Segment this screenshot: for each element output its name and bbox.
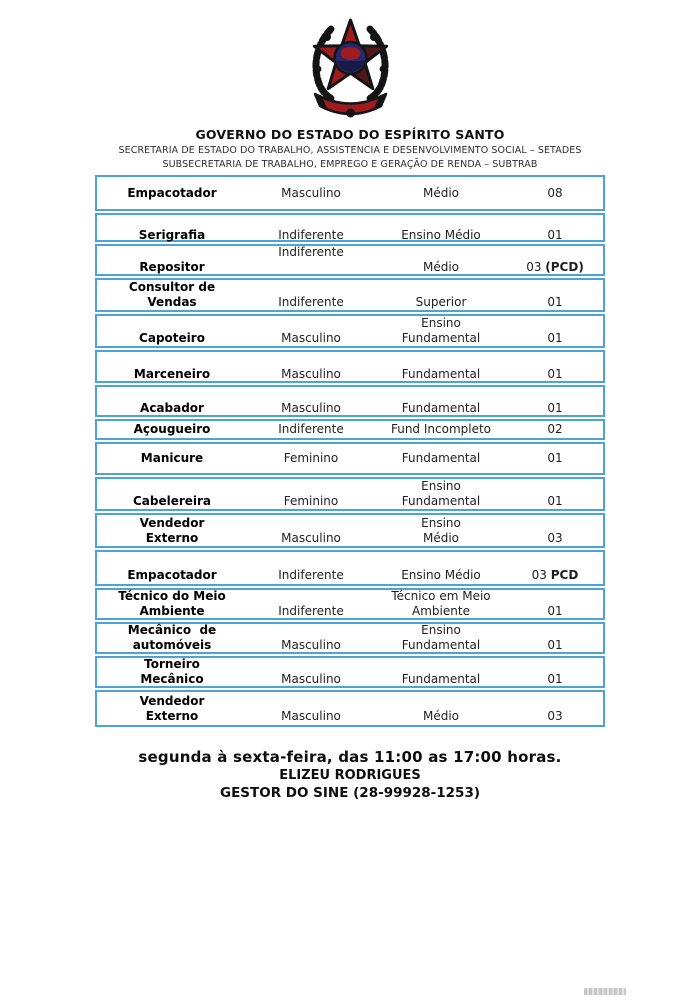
- cell-line: Açougueiro: [133, 422, 211, 436]
- education-cell: [375, 387, 507, 415]
- table-row: [95, 213, 605, 242]
- cell-line: 03: [547, 530, 563, 545]
- cell-line: 01: [547, 604, 563, 618]
- cell-line: Médio: [422, 185, 460, 200]
- job-cell: [97, 316, 247, 346]
- subsecretaria-subtitle: SUBSECRETARIA DE TRABALHO, EMPREGO E GERAÇÃO DE RENDA – SUBTRAB: [162, 159, 538, 170]
- cell-line: 01: [547, 401, 563, 415]
- quantity-cell: [507, 246, 603, 274]
- education-cell: [375, 215, 507, 240]
- cell-line: Torneiro: [144, 657, 200, 671]
- cell-line: Ensino: [421, 479, 461, 493]
- cell-line: Masculino: [281, 331, 341, 345]
- job-cell: [97, 658, 247, 686]
- document-header: [0, 0, 700, 170]
- education-cell: [375, 421, 507, 438]
- quantity-cell: [507, 515, 603, 546]
- gender-cell: [247, 352, 375, 381]
- cell-line: [247, 260, 375, 275]
- table-row: [95, 622, 605, 654]
- cell-line: Médio: [422, 260, 460, 274]
- table-row: [95, 244, 605, 276]
- cell-line: [247, 316, 375, 331]
- coat-of-arms-icon: [303, 13, 398, 119]
- cell-line: Indiferente: [278, 227, 344, 242]
- cell-line: [375, 352, 507, 367]
- cell-line: Feminino: [283, 494, 339, 508]
- quantity-cell: [507, 624, 603, 652]
- quantity-cell: [507, 387, 603, 415]
- cell-line: [375, 280, 507, 295]
- job-cell: [97, 280, 247, 310]
- gender-cell: [247, 624, 375, 652]
- quantity-cell: [507, 421, 603, 438]
- cell-line: [375, 694, 507, 709]
- cell-line: [375, 386, 507, 401]
- cell-line: [375, 245, 507, 260]
- cell-line: Repositor: [139, 260, 205, 274]
- cell-line: Médio: [422, 530, 460, 545]
- cell-line: Fundamental: [401, 672, 481, 686]
- document-footer: [95, 748, 605, 801]
- cell-line: 01: [547, 227, 563, 242]
- cell-line: [247, 280, 375, 295]
- cell-line: Ensino: [421, 515, 461, 530]
- cell-line: [375, 553, 507, 568]
- education-cell: [375, 658, 507, 686]
- cell-line: Consultor de: [128, 280, 216, 294]
- cell-line: 03: [547, 708, 563, 723]
- education-cell: [375, 316, 507, 346]
- education-cell: [375, 590, 507, 618]
- logo-container: [0, 13, 700, 120]
- gender-cell: [247, 590, 375, 618]
- cell-line: Indiferente: [278, 604, 344, 618]
- cell-line: [507, 623, 603, 638]
- education-cell: [375, 515, 507, 546]
- table-row: [95, 690, 605, 727]
- schedule-text: segunda à sexta-feira, das 11:00 as 17:00 horas.: [138, 748, 562, 766]
- table-row: [95, 385, 605, 417]
- cell-line: [507, 352, 603, 367]
- job-cell: [97, 352, 247, 381]
- cell-line: Fundamental: [401, 366, 481, 381]
- cell-line: Externo: [145, 708, 199, 723]
- cell-line: Masculino: [281, 638, 341, 652]
- gender-cell: [247, 316, 375, 346]
- job-cell: [97, 246, 247, 274]
- job-cell: [97, 624, 247, 652]
- cell-line: Feminino: [283, 451, 339, 465]
- cell-line: 03 (PCD): [526, 260, 584, 274]
- cell-line: [247, 553, 375, 568]
- cell-line: Marceneiro: [133, 366, 211, 381]
- cell-line: Externo: [145, 530, 199, 545]
- job-cell: [97, 590, 247, 618]
- cell-line: Médio: [422, 708, 460, 723]
- cell-line: [247, 589, 375, 604]
- cell-line: Indiferente: [278, 245, 344, 259]
- cell-line: 01: [547, 494, 563, 508]
- cell-line: [507, 694, 603, 709]
- cell-line: Fundamental: [401, 331, 481, 345]
- cell-line: Indiferente: [278, 568, 344, 582]
- table-row: [95, 513, 605, 548]
- cell-line: Serigrafia: [138, 227, 206, 242]
- quantity-cell: [507, 352, 603, 381]
- cell-line: Masculino: [281, 185, 341, 200]
- gender-cell: [247, 479, 375, 509]
- quantity-cell: [507, 215, 603, 240]
- cell-line: [247, 213, 375, 228]
- quantity-cell: [507, 552, 603, 584]
- education-cell: [375, 177, 507, 209]
- cell-line: 01: [547, 672, 563, 686]
- table-row: [95, 175, 605, 211]
- education-cell: [375, 246, 507, 274]
- education-cell: [375, 352, 507, 381]
- gender-cell: [247, 552, 375, 584]
- gender-cell: [247, 246, 375, 274]
- cell-line: 01: [547, 331, 563, 345]
- secretaria-subtitle: SECRETARIA DE ESTADO DO TRABALHO, ASSISTENCIA E DESENVOLVIMENTO SOCIAL – SETADES: [118, 145, 582, 156]
- cell-line: Masculino: [281, 708, 341, 723]
- cell-line: Vendedor: [139, 515, 205, 530]
- education-cell: [375, 624, 507, 652]
- cell-line: [507, 479, 603, 494]
- cell-line: 01: [547, 366, 563, 381]
- table-row: [95, 477, 605, 511]
- cell-line: Mecânico: [140, 672, 204, 686]
- cell-line: 03 PCD: [531, 568, 579, 582]
- job-cell: [97, 552, 247, 584]
- manager-name: ELIZEU RODRIGUES: [279, 768, 421, 783]
- cell-line: Fundamental: [401, 494, 481, 508]
- cell-line: Indiferente: [278, 295, 344, 309]
- gender-cell: [247, 444, 375, 473]
- cell-line: [507, 213, 603, 228]
- cell-line: [247, 657, 375, 672]
- cell-line: [97, 352, 247, 367]
- table-row: [95, 350, 605, 383]
- cell-line: Ambiente: [412, 604, 470, 618]
- cell-line: [247, 386, 375, 401]
- vacancy-table: [95, 175, 605, 727]
- cell-line: [97, 245, 247, 260]
- quantity-cell: [507, 692, 603, 725]
- table-row: [95, 588, 605, 620]
- cell-line: [507, 553, 603, 568]
- cell-line: [247, 694, 375, 709]
- gender-cell: [247, 421, 375, 438]
- cell-line: Empacotador: [127, 185, 217, 200]
- cell-line: [507, 245, 603, 260]
- scan-watermark: [584, 988, 626, 995]
- cell-line: Masculino: [281, 672, 341, 686]
- cell-line: Ensino: [421, 316, 461, 330]
- gender-cell: [247, 692, 375, 725]
- quantity-cell: [507, 658, 603, 686]
- table-row: [95, 419, 605, 440]
- government-title: GOVERNO DO ESTADO DO ESPÍRITO SANTO: [195, 127, 505, 142]
- education-cell: [375, 444, 507, 473]
- cell-line: 08: [547, 185, 563, 200]
- cell-line: [507, 316, 603, 331]
- job-cell: [97, 479, 247, 509]
- cell-line: automóveis: [132, 638, 212, 652]
- cell-line: Técnico do Meio: [118, 589, 226, 603]
- job-cell: [97, 387, 247, 415]
- quantity-cell: [507, 316, 603, 346]
- cell-line: Ensino Médio: [401, 568, 481, 582]
- cell-line: Vendedor: [139, 693, 205, 708]
- cell-line: Capoteiro: [139, 331, 205, 345]
- quantity-cell: [507, 280, 603, 310]
- job-cell: [97, 515, 247, 546]
- cell-line: Indiferente: [278, 422, 344, 436]
- job-cell: [97, 692, 247, 725]
- table-row: [95, 442, 605, 475]
- cell-line: Acabador: [140, 401, 204, 415]
- gender-cell: [247, 215, 375, 240]
- table-row: [95, 550, 605, 586]
- gender-cell: [247, 280, 375, 310]
- cell-line: Masculino: [281, 530, 341, 545]
- cell-line: Masculino: [281, 366, 341, 381]
- gender-cell: [247, 515, 375, 546]
- cell-line: Fundamental: [401, 451, 481, 465]
- cell-line: [97, 553, 247, 568]
- gender-cell: [247, 177, 375, 209]
- cell-line: [97, 316, 247, 331]
- cell-line: Fund Incompleto: [390, 422, 492, 436]
- cell-line: [375, 213, 507, 228]
- cell-line: [507, 386, 603, 401]
- cell-line: [247, 352, 375, 367]
- education-cell: [375, 280, 507, 310]
- job-cell: [97, 444, 247, 473]
- education-cell: [375, 479, 507, 509]
- cell-line: Fundamental: [401, 638, 481, 652]
- quantity-cell: [507, 444, 603, 473]
- table-row: [95, 656, 605, 688]
- cell-line: Ambiente: [139, 604, 205, 618]
- education-cell: [375, 692, 507, 725]
- cell-line: Ensino Médio: [401, 227, 481, 242]
- cell-line: [375, 657, 507, 672]
- cell-line: [97, 213, 247, 228]
- gender-cell: [247, 658, 375, 686]
- cell-line: Empacotador: [127, 568, 217, 582]
- cell-line: Vendas: [147, 295, 197, 309]
- table-row: [95, 314, 605, 348]
- cell-line: Cabelereira: [132, 494, 212, 508]
- quantity-cell: [507, 177, 603, 209]
- education-cell: [375, 552, 507, 584]
- gender-cell: [247, 387, 375, 415]
- quantity-cell: [507, 479, 603, 509]
- cell-line: Técnico em Meio: [391, 589, 491, 603]
- manager-role: GESTOR DO SINE (28-99928-1253): [219, 785, 481, 801]
- cell-line: Masculino: [281, 401, 341, 415]
- cell-line: Mecânico de: [127, 623, 217, 637]
- cell-line: [97, 386, 247, 401]
- job-cell: [97, 177, 247, 209]
- cell-line: [247, 623, 375, 638]
- cell-line: Manicure: [140, 451, 204, 465]
- cell-line: [507, 516, 603, 531]
- cell-line: Superior: [415, 295, 467, 309]
- cell-line: 01: [547, 295, 563, 309]
- cell-line: [247, 479, 375, 494]
- job-cell: [97, 215, 247, 240]
- cell-line: [247, 516, 375, 531]
- cell-line: 01: [547, 451, 563, 465]
- cell-line: 02: [547, 422, 563, 436]
- cell-line: [507, 280, 603, 295]
- cell-line: [507, 589, 603, 604]
- table-row: [95, 278, 605, 312]
- cell-line: [507, 657, 603, 672]
- cell-line: Fundamental: [401, 401, 481, 415]
- cell-line: [97, 479, 247, 494]
- quantity-cell: [507, 590, 603, 618]
- cell-line: Ensino: [421, 623, 461, 637]
- cell-line: 01: [547, 638, 563, 652]
- job-cell: [97, 421, 247, 438]
